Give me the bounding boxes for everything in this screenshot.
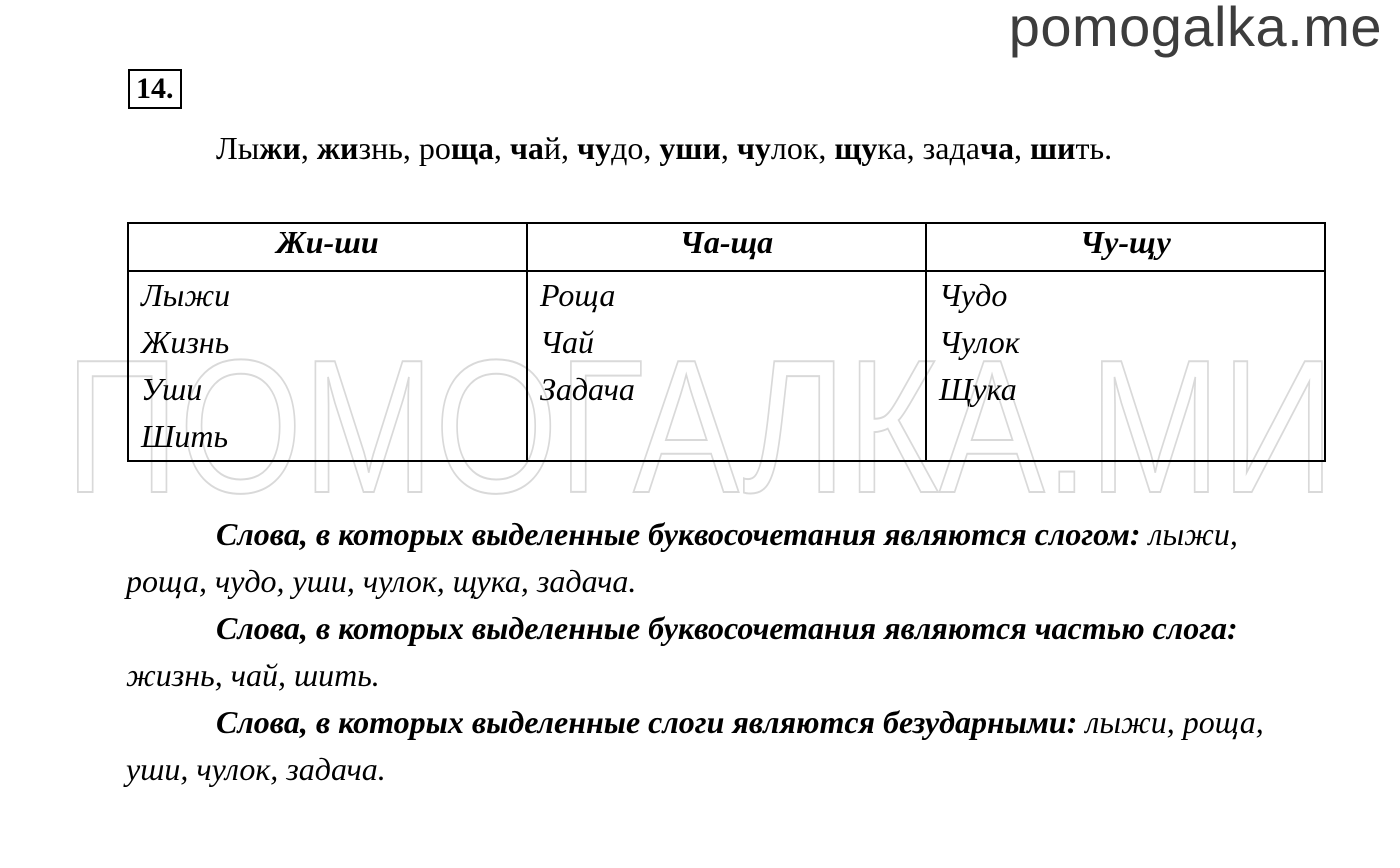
- word-separator: .: [1104, 130, 1113, 166]
- highlighted-letters: ща: [450, 130, 494, 166]
- table-body-row: [128, 271, 1325, 461]
- highlighted-letters: щу: [834, 130, 878, 166]
- word: [419, 130, 510, 166]
- header-chu-shchu: Чу-щу: [926, 223, 1325, 271]
- word-separator: ,: [818, 130, 835, 166]
- word-part: й: [543, 130, 562, 166]
- answer-text: лыжи, роща, чудо, уши, чулок, щука, задача.: [126, 516, 1238, 599]
- highlighted-letters: жи: [259, 130, 301, 166]
- site-logo: pomogalka.me: [1008, 0, 1382, 58]
- table-header-row: [128, 223, 1325, 271]
- word: [834, 130, 922, 166]
- table-cell: Чудо: [939, 277, 1008, 313]
- word: [577, 130, 659, 166]
- answer-text: лыжи, роща, уши, чулок, задача.: [126, 704, 1264, 787]
- word-separator: ,: [720, 130, 737, 166]
- word-separator: ,: [643, 130, 660, 166]
- header-zhi-shi: Жи-ши: [128, 223, 527, 271]
- word-part: Лы: [216, 130, 260, 166]
- watermark-text: ПОМОГАЛКА.МИ: [65, 350, 1335, 510]
- highlighted-letters: ча: [979, 130, 1015, 166]
- header-cha-shcha: Ча-ща: [527, 223, 926, 271]
- word: [510, 130, 577, 166]
- column-chu-shchu: [926, 271, 1325, 461]
- table-cell: Чай: [540, 324, 595, 360]
- exercise-number: 14.: [128, 69, 182, 109]
- table-cell: Роща: [540, 277, 616, 313]
- answer-unstressed: [126, 699, 1306, 793]
- word: [737, 130, 835, 166]
- word-part: зада: [922, 130, 980, 166]
- table-cell: Чулок: [939, 324, 1020, 360]
- word: [923, 130, 1030, 166]
- word-separator: ,: [402, 130, 419, 166]
- highlighted-letters: чу: [736, 130, 771, 166]
- word-part: ть: [1075, 130, 1105, 166]
- answer-lead: Слова, в которых выделенные слоги являются безударными:: [216, 704, 1078, 740]
- column-cha-shcha: [527, 271, 926, 461]
- answer-lead: Слова, в которых выделенные буквосочетания являются частью слога:: [216, 610, 1238, 646]
- table-cell: Уши: [141, 371, 203, 407]
- column-zhi-shi: [128, 271, 527, 461]
- word-part: ка: [877, 130, 907, 166]
- highlighted-letters: ши: [1030, 130, 1076, 166]
- table-cell: Лыжи: [141, 277, 231, 313]
- word: [659, 130, 736, 166]
- spelling-table: [127, 222, 1326, 462]
- word-separator: ,: [906, 130, 923, 166]
- highlighted-letters: чу: [577, 130, 612, 166]
- table-cell: Шить: [141, 418, 229, 454]
- word: [317, 130, 419, 166]
- word: [1030, 130, 1112, 166]
- word-separator: ,: [493, 130, 510, 166]
- word-part: знь: [358, 130, 403, 166]
- highlighted-letters: жи: [316, 130, 359, 166]
- word-separator: ,: [561, 130, 578, 166]
- answer-syllable: [126, 511, 1306, 605]
- word-separator: ,: [300, 130, 317, 166]
- word-part: лок: [770, 130, 819, 166]
- word-list: [216, 130, 1112, 167]
- word-separator: ,: [1014, 130, 1031, 166]
- table-cell: Задача: [540, 371, 635, 407]
- word-part: ро: [418, 130, 451, 166]
- highlighted-letters: уши: [659, 130, 721, 166]
- word: [216, 130, 317, 166]
- answer-text: жизнь, чай, шить.: [126, 657, 380, 693]
- table-cell: Жизнь: [141, 324, 230, 360]
- word-part: до: [611, 130, 644, 166]
- table-cell: Щука: [939, 371, 1017, 407]
- highlighted-letters: ча: [509, 130, 544, 166]
- answer-part-of-syllable: [126, 605, 1306, 699]
- answer-lead: Слова, в которых выделенные буквосочетания являются слогом:: [216, 516, 1141, 552]
